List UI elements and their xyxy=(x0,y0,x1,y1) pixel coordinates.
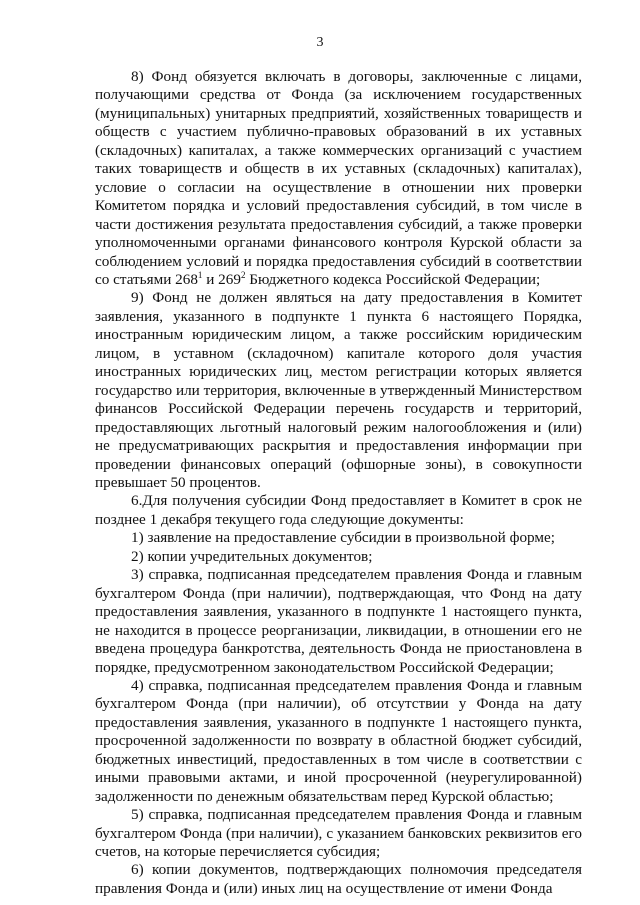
list-item-5: 5) справка, подписанная председателем правления Фонда и главным бухгалтером Фонда (при наличии), с указанием банковских реквизитов его счетов, на которые перечисляется субсидия; xyxy=(95,806,582,861)
list-item-6: 6) копии документов, подтверждающих полномочия председателя правления Фонда и (или) иных лиц на осуществление от имени Фонда xyxy=(95,861,582,897)
list-item-4: 4) справка, подписанная председателем правления Фонда и главным бухгалтером Фонда (при наличии), об отсутствии у Фонда на дату предоставления заявления, указанного в подпункте 1 настоящего пункта, просроченной задолженности по возврату в областной бюджет субсидий, бюджетных инвестиций, предоставленных в том числе в соответствии с иными правовыми актами, и иной просроченной (неурегулированной) задолженности по денежным обязательствам перед Курской областью; xyxy=(95,676,582,805)
document-body xyxy=(95,68,582,898)
page-number: 3 xyxy=(316,35,324,50)
list-item-1: 1) заявление на предоставление субсидии в произвольной форме; xyxy=(131,529,555,547)
paragraph-text: Бюджетного кодекса Российской Федерации; xyxy=(245,270,541,288)
paragraph-section-6: 6.Для получения субсидии Фонд предоставляет в Комитет в срок не позднее 1 декабря текущего года следующие документы: xyxy=(95,492,582,528)
list-item-3: 3) справка, подписанная председателем правления Фонда и главным бухгалтером Фонда (при наличии), подтверждающая, что Фонд на дату предоставления заявления, указанного в подпункте 1 настоящего пункта, не находится в процессе реорганизации, ликвидации, в отношении его не введена процедура банкротства, деятельность Фонда не приостановлена в порядке, предусмотренном законодательством Российской Федерации; xyxy=(95,566,582,676)
superscript: 1 xyxy=(197,269,203,280)
paragraph-text: и 269 xyxy=(202,270,241,288)
paragraph-text: 8) Фонд обязуется включать в договоры, заключенные с лицами, получающими средства от Фонда (за исключением государственных (муниципальных) унитарных предприятий, хозяйственных товариществ и обществ с участием публично-правовых образований в их уставных (складочных) капиталах, а также коммерческих организаций с участием таких товариществ и обществ в их уставных (складочных) капиталах), условие о согласии на осуществление в отношении них проверки Комитетом порядка и условий предоставления субсидий, в том числе в части достижения результата предоставления субсидий, а также проверки уполномоченными органами финансового контроля Курской области за соблюдением условий и порядка предоставления субсидий в соответствии со статьями 268 xyxy=(95,68,582,288)
paragraph-item-9: 9) Фонд не должен являться на дату предоставления в Комитет заявления, указанного в подпункте 1 пункта 6 настоящего Порядка, иностранным юридическим лицом, а также российским юридическим лицом, в уставном (складочном) капитале которого доля участия иностранных юридических лиц, местом регистрации которых является государство или территория, включенные в утвержденный Министерством финансов Российской Федерации перечень государств и территорий, предоставляющих льготный налоговый режим налогообложения и (или) не предусматривающих раскрытия и предоставления информации при проведении финансовых операций (офшорные зоны), в совокупности превышает 50 процентов. xyxy=(95,289,582,491)
paragraph-item-8 xyxy=(95,68,582,289)
superscript: 2 xyxy=(240,269,246,280)
list-item-2: 2) копии учредительных документов; xyxy=(131,547,373,565)
